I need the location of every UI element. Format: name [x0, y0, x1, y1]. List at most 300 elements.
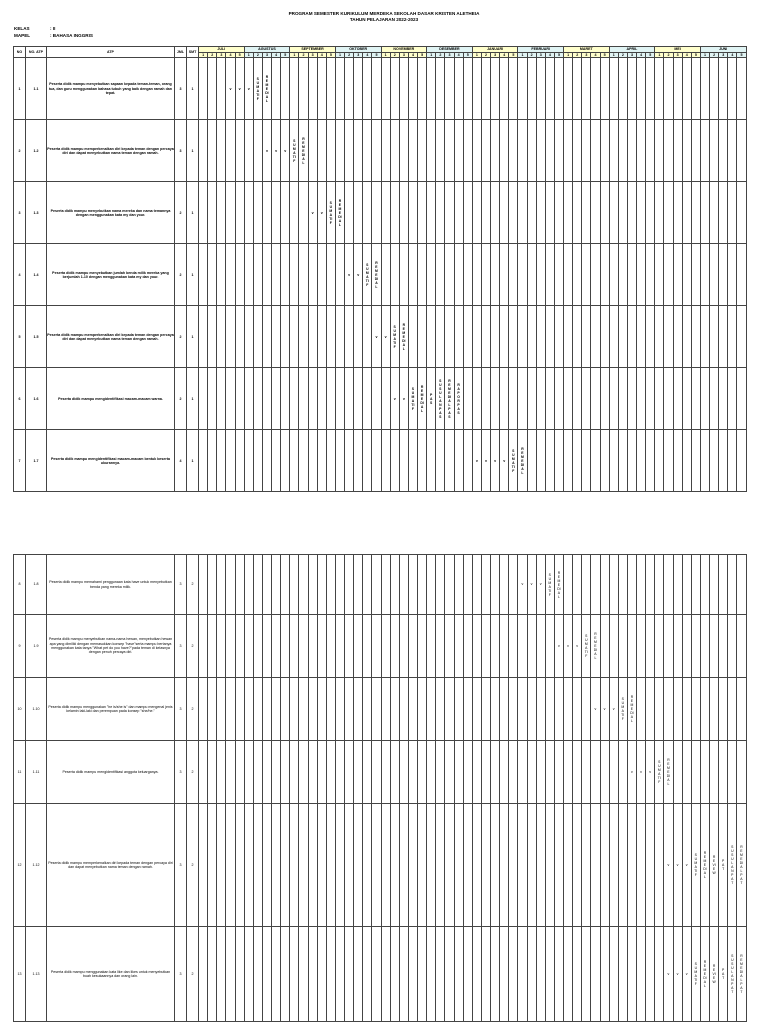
week-cell: [390, 120, 399, 182]
row-smt: 2: [187, 804, 199, 927]
week-cell: [655, 430, 664, 492]
activity-label: SUSULAN PAT: [731, 845, 734, 885]
week-cell: [290, 306, 299, 368]
activity-label: PAS: [429, 392, 433, 405]
week-cell: [618, 306, 627, 368]
week-cell: [700, 182, 709, 244]
week-cell: [463, 804, 472, 927]
week-cell: [728, 368, 737, 430]
week-cell: [226, 368, 235, 430]
week-cell: [345, 430, 354, 492]
week-cell: [655, 804, 664, 927]
month-header: MEI: [655, 47, 701, 53]
week-cell: [199, 804, 208, 927]
week-cell: [673, 555, 682, 615]
week-cell: [381, 741, 390, 804]
week-cell: [326, 244, 335, 306]
week-cell: [591, 927, 600, 1022]
week-cell: [719, 741, 728, 804]
week-cell: [381, 58, 390, 120]
week-cell: [491, 368, 500, 430]
week-cell: [737, 58, 746, 120]
row-smt: 2: [187, 741, 199, 804]
week-cell: [691, 368, 700, 430]
week-cell: [226, 678, 235, 741]
week-cell: [737, 927, 746, 1022]
week-cell: [217, 804, 226, 927]
week-cell: [491, 306, 500, 368]
row-number: 8: [14, 555, 26, 615]
week-number: 1: [518, 53, 527, 58]
week-cell: [600, 804, 609, 927]
week-cell: [500, 741, 509, 804]
week-cell: [500, 58, 509, 120]
week-cell: [618, 741, 627, 804]
row-number: 11: [14, 741, 26, 804]
week-cell: [509, 804, 518, 927]
week-cell: [500, 615, 509, 678]
activity-label: SUMATIF: [256, 76, 260, 101]
week-cell: [472, 306, 481, 368]
week-cell: [527, 368, 536, 430]
week-cell: [600, 678, 609, 741]
week-cell: [235, 927, 244, 1022]
week-cell: [308, 615, 317, 678]
week-cell: [600, 741, 609, 804]
week-cell: [217, 58, 226, 120]
check-mark: v: [676, 971, 679, 976]
week-cell: [573, 430, 582, 492]
week-cell: [527, 555, 536, 615]
week-cell: [700, 804, 709, 927]
week-cell: [637, 120, 646, 182]
document-title-block: [0, 11, 768, 23]
week-cell: [290, 741, 299, 804]
week-cell: [408, 368, 417, 430]
week-cell: [262, 306, 271, 368]
week-cell: [290, 368, 299, 430]
week-cell: [345, 368, 354, 430]
week-cell: [582, 244, 591, 306]
week-cell: [609, 430, 618, 492]
activity-label: REMEDIAL: [557, 570, 561, 599]
week-cell: [281, 306, 290, 368]
week-cell: [591, 555, 600, 615]
week-cell: [454, 244, 463, 306]
week-cell: [564, 678, 573, 741]
week-number: 2: [573, 53, 582, 58]
week-cell: [454, 120, 463, 182]
week-cell: [199, 430, 208, 492]
week-cell: [491, 120, 500, 182]
check-mark: v: [475, 458, 478, 463]
week-cell: [655, 927, 664, 1022]
week-cell: [381, 555, 390, 615]
week-cell: [710, 555, 719, 615]
table-row: [14, 120, 747, 182]
week-cell: [691, 804, 700, 927]
week-cell: [554, 58, 563, 120]
week-cell: [335, 368, 344, 430]
week-cell: [262, 430, 271, 492]
week-cell: [737, 182, 746, 244]
row-jml: 2: [175, 182, 187, 244]
week-cell: [691, 927, 700, 1022]
week-cell: [345, 58, 354, 120]
week-cell: [345, 741, 354, 804]
week-cell: [573, 741, 582, 804]
week-cell: [518, 306, 527, 368]
week-cell: [710, 430, 719, 492]
week-cell: [637, 58, 646, 120]
week-cell: [491, 182, 500, 244]
week-cell: [308, 678, 317, 741]
week-cell: [500, 368, 509, 430]
week-cell: [445, 741, 454, 804]
week-cell: [363, 244, 372, 306]
week-cell: [682, 120, 691, 182]
week-cell: [491, 555, 500, 615]
check-mark: v: [676, 862, 679, 867]
week-cell: [335, 120, 344, 182]
week-cell: [700, 678, 709, 741]
week-cell: [646, 368, 655, 430]
check-mark: v: [603, 706, 606, 711]
week-cell: [454, 430, 463, 492]
week-cell: [564, 615, 573, 678]
activity-label: REMEDIAL: [666, 758, 671, 786]
week-cell: [445, 120, 454, 182]
week-cell: [372, 120, 381, 182]
week-cell: [600, 306, 609, 368]
week-cell: [363, 555, 372, 615]
row-smt: 2: [187, 555, 199, 615]
week-cell: [646, 58, 655, 120]
row-atp-description: Peserta didik mampu memperkenalkan diri kepada teman dengan percaya diri dan dapat menyebutkan nama teman dengan ramah.: [47, 306, 175, 368]
week-cell: [408, 430, 417, 492]
week-cell: [427, 741, 436, 804]
week-cell: [609, 678, 618, 741]
week-cell: [372, 804, 381, 927]
week-cell: [408, 120, 417, 182]
week-cell: [335, 244, 344, 306]
week-number: 4: [226, 53, 235, 58]
week-cell: [664, 927, 673, 1022]
week-cell: [427, 120, 436, 182]
week-cell: [372, 368, 381, 430]
row-atp-number: 1.3: [26, 182, 47, 244]
week-cell: [646, 615, 655, 678]
week-cell: [655, 182, 664, 244]
row-number: 1: [14, 58, 26, 120]
week-cell: [235, 804, 244, 927]
check-mark: v: [357, 272, 360, 277]
week-cell: [390, 58, 399, 120]
week-cell: [253, 244, 262, 306]
week-cell: [399, 804, 408, 927]
week-cell: [354, 306, 363, 368]
week-cell: [719, 927, 728, 1022]
week-cell: [235, 368, 244, 430]
week-cell: [345, 804, 354, 927]
week-cell: [500, 120, 509, 182]
week-cell: [655, 120, 664, 182]
week-cell: [646, 804, 655, 927]
week-cell: [673, 368, 682, 430]
week-number: 1: [335, 53, 344, 58]
week-cell: [618, 58, 627, 120]
week-cell: [390, 804, 399, 927]
week-cell: [308, 927, 317, 1022]
week-cell: [481, 58, 490, 120]
row-number: 5: [14, 306, 26, 368]
week-cell: [427, 244, 436, 306]
week-cell: [509, 368, 518, 430]
week-cell: [637, 804, 646, 927]
week-cell: [481, 120, 490, 182]
row-jml: 2: [175, 306, 187, 368]
week-cell: [445, 182, 454, 244]
week-cell: [536, 615, 545, 678]
row-atp-number: 1.10: [26, 678, 47, 741]
week-cell: [326, 927, 335, 1022]
week-cell: [408, 306, 417, 368]
week-cell: [226, 182, 235, 244]
week-cell: [737, 804, 746, 927]
week-cell: [345, 120, 354, 182]
week-cell: [463, 182, 472, 244]
week-cell: [509, 430, 518, 492]
activity-label: SUMATIF: [548, 572, 552, 597]
week-cell: [518, 678, 527, 741]
week-number: 5: [418, 53, 427, 58]
week-cell: [600, 182, 609, 244]
week-cell: [682, 804, 691, 927]
week-cell: [509, 615, 518, 678]
week-cell: [208, 678, 217, 741]
week-cell: [418, 927, 427, 1022]
week-cell: [463, 368, 472, 430]
week-cell: [408, 741, 417, 804]
week-number: 4: [454, 53, 463, 58]
month-header: JANUARI: [472, 47, 518, 53]
week-number: 3: [582, 53, 591, 58]
activity-label: REVIEW: [712, 855, 716, 875]
week-cell: [609, 58, 618, 120]
row-smt: 1: [187, 244, 199, 306]
week-cell: [372, 927, 381, 1022]
week-cell: [664, 306, 673, 368]
week-cell: [354, 182, 363, 244]
week-cell: [299, 368, 308, 430]
week-cell: [436, 804, 445, 927]
week-cell: [390, 430, 399, 492]
week-cell: [554, 368, 563, 430]
week-cell: [545, 244, 554, 306]
week-cell: [408, 182, 417, 244]
week-cell: [609, 804, 618, 927]
week-cell: [600, 555, 609, 615]
week-cell: [627, 555, 636, 615]
week-cell: [217, 678, 226, 741]
week-cell: [427, 368, 436, 430]
week-cell: [518, 368, 527, 430]
activity-label: REMEDIAL: [265, 74, 269, 103]
week-cell: [719, 306, 728, 368]
week-cell: [536, 741, 545, 804]
row-number: 3: [14, 182, 26, 244]
week-cell: [217, 555, 226, 615]
week-cell: [646, 927, 655, 1022]
check-mark: v: [640, 769, 642, 774]
row-smt: 1: [187, 368, 199, 430]
week-cell: [719, 120, 728, 182]
week-cell: [673, 430, 682, 492]
row-jml: 2: [175, 368, 187, 430]
week-cell: [326, 741, 335, 804]
week-cell: [454, 615, 463, 678]
week-cell: [418, 182, 427, 244]
row-atp-description: Peserta didik mampu menyebutkan nama-nama hewan, menyebutkan hewan apa yang dimiliki dengan memasukkan konsep "have"serta mampu bertanya menggunakan kata tanya "What pet do you have?"pada teman di kelasnya dengan penuh percaya diri.: [47, 615, 175, 678]
week-cell: [345, 555, 354, 615]
week-cell: [427, 430, 436, 492]
schedule-table-bottom: [13, 554, 747, 1022]
table-row: [14, 368, 747, 430]
week-cell: [262, 58, 271, 120]
week-cell: [618, 182, 627, 244]
week-cell: [445, 368, 454, 430]
week-cell: [436, 927, 445, 1022]
week-cell: [573, 927, 582, 1022]
week-cell: [335, 555, 344, 615]
week-number: 4: [591, 53, 600, 58]
week-cell: [226, 555, 235, 615]
week-cell: [418, 555, 427, 615]
week-cell: [673, 306, 682, 368]
week-cell: [244, 368, 253, 430]
week-cell: [609, 244, 618, 306]
week-cell: [445, 244, 454, 306]
week-cell: [710, 368, 719, 430]
week-cell: [418, 804, 427, 927]
week-cell: [244, 182, 253, 244]
week-cell: [554, 182, 563, 244]
row-jml: 3: [175, 58, 187, 120]
week-cell: [381, 804, 390, 927]
week-cell: [372, 741, 381, 804]
week-cell: [445, 555, 454, 615]
week-cell: [472, 804, 481, 927]
week-cell: [545, 58, 554, 120]
col-atp-header: ATP: [47, 47, 175, 58]
week-cell: [390, 182, 399, 244]
table-row: [14, 804, 747, 927]
week-cell: [500, 927, 509, 1022]
week-cell: [609, 741, 618, 804]
check-mark: v: [375, 334, 378, 339]
week-cell: [637, 741, 646, 804]
week-cell: [281, 804, 290, 927]
week-cell: [655, 306, 664, 368]
week-cell: [472, 741, 481, 804]
week-cell: [208, 182, 217, 244]
week-cell: [527, 182, 536, 244]
week-cell: [381, 927, 390, 1022]
row-jml: 3: [175, 120, 187, 182]
week-cell: [509, 244, 518, 306]
week-cell: [363, 120, 372, 182]
week-cell: [253, 741, 262, 804]
week-cell: [372, 615, 381, 678]
week-cell: [582, 430, 591, 492]
week-cell: [399, 615, 408, 678]
week-cell: [591, 120, 600, 182]
week-cell: [335, 927, 344, 1022]
row-atp-number: 1.1: [26, 58, 47, 120]
row-atp-number: 1.2: [26, 120, 47, 182]
week-cell: [719, 555, 728, 615]
check-mark: v: [685, 971, 688, 976]
week-cell: [582, 306, 591, 368]
week-cell: [737, 555, 746, 615]
week-cell: [454, 306, 463, 368]
week-cell: [719, 244, 728, 306]
week-cell: [372, 678, 381, 741]
week-cell: [317, 182, 326, 244]
week-cell: [472, 244, 481, 306]
activity-label: SUSULAN PAS: [439, 378, 442, 419]
row-atp-description: Peserta didik mampu memperkenalkan diri kepada teman dengan percaya diri dan dapat menyebutkan nama teman dengan ramah.: [47, 804, 175, 927]
week-cell: [345, 244, 354, 306]
week-cell: [737, 306, 746, 368]
week-cell: [509, 555, 518, 615]
week-cell: [454, 368, 463, 430]
week-cell: [554, 615, 563, 678]
row-jml: 3: [175, 804, 187, 927]
week-number: 3: [399, 53, 408, 58]
week-cell: [235, 741, 244, 804]
activity-label: SUMATIF: [694, 853, 698, 877]
week-cell: [673, 927, 682, 1022]
week-cell: [272, 120, 281, 182]
table-row: [14, 615, 747, 678]
week-number: 3: [354, 53, 363, 58]
check-mark: v: [494, 458, 497, 463]
week-cell: [655, 368, 664, 430]
week-cell: [244, 678, 253, 741]
week-cell: [253, 430, 262, 492]
week-cell: [436, 741, 445, 804]
week-cell: [326, 615, 335, 678]
week-cell: [618, 368, 627, 430]
week-cell: [554, 120, 563, 182]
week-cell: [664, 244, 673, 306]
week-cell: [381, 430, 390, 492]
week-cell: [390, 741, 399, 804]
week-cell: [518, 430, 527, 492]
week-cell: [728, 678, 737, 741]
week-cell: [299, 555, 308, 615]
week-cell: [600, 120, 609, 182]
check-mark: v: [558, 643, 560, 648]
week-cell: [536, 244, 545, 306]
week-cell: [199, 678, 208, 741]
col-smt-header: SMT: [187, 47, 199, 58]
week-cell: [582, 741, 591, 804]
week-cell: [500, 430, 509, 492]
week-cell: [682, 368, 691, 430]
check-mark: v: [311, 210, 314, 215]
